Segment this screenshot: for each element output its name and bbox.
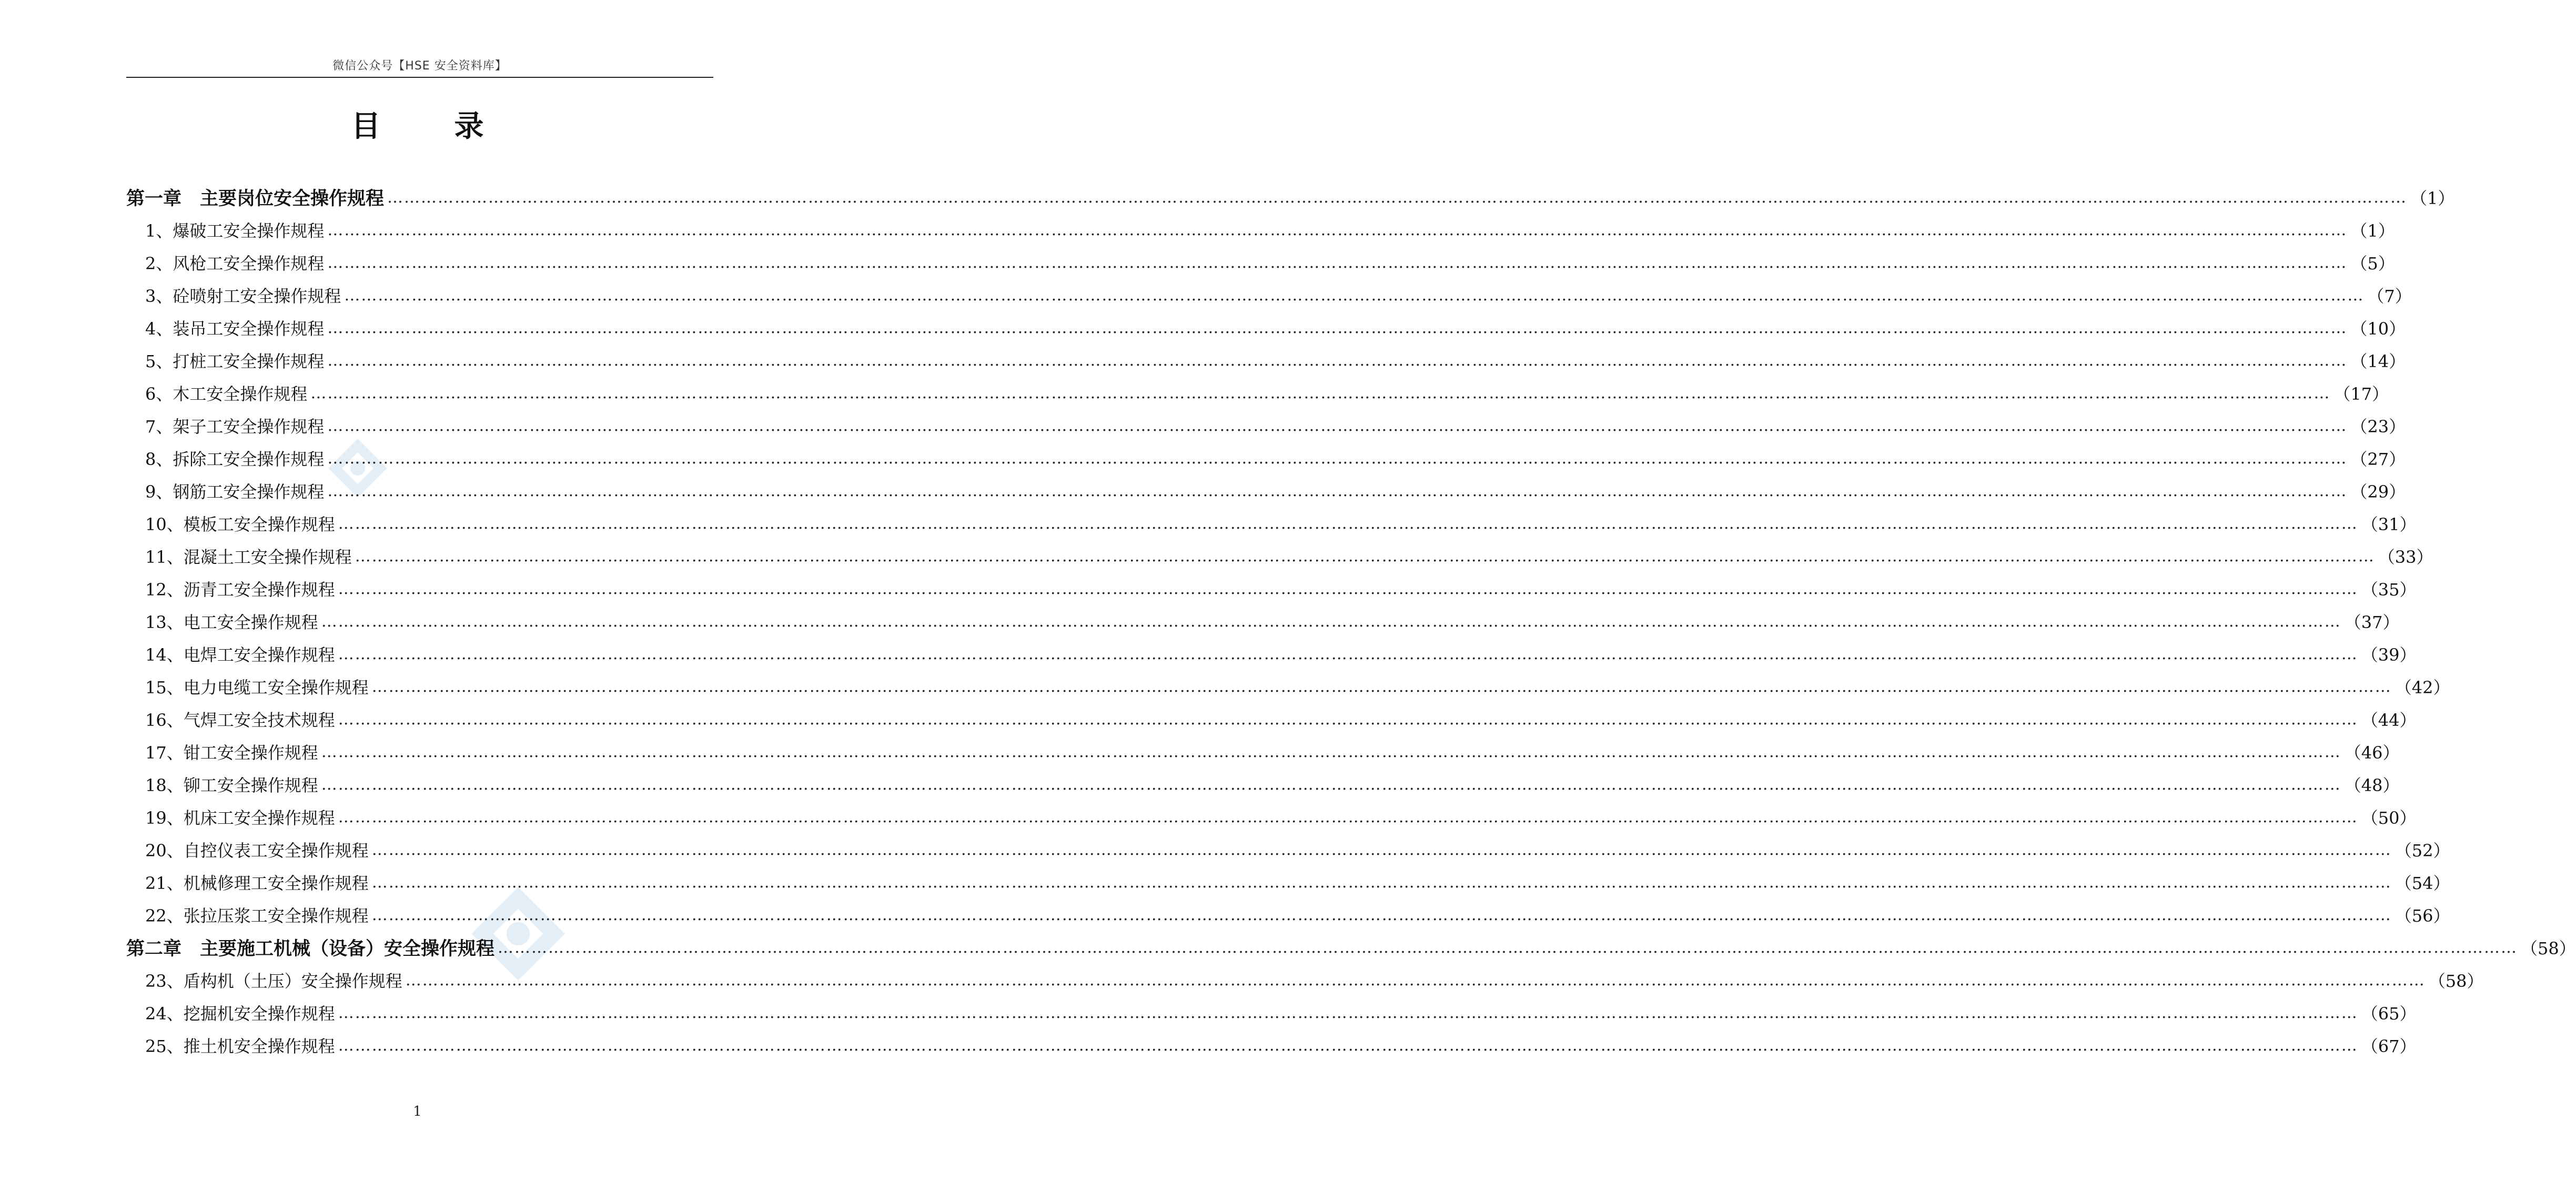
toc-page-number: （42） (2395, 678, 2450, 698)
toc-page-number: （65） (2361, 1004, 2417, 1024)
toc-entry[interactable] (126, 442, 2406, 475)
toc-dot-leader: ……………………………………………………………………………………………………………………………………………………………………………………………………………………………………………………………………………………………………………………………… (327, 318, 2348, 337)
toc-entry-title: 14、电焊工安全操作规程 (145, 645, 335, 665)
toc-entry-title: 23、盾构机（土压）安全操作规程 (145, 971, 402, 991)
toc-entry-title: 25、推土机安全操作规程 (145, 1036, 335, 1056)
toc-page-number: （1） (2350, 221, 2395, 241)
toc-dot-leader: ……………………………………………………………………………………………………………………………………………………………………………………………………………………………………………………………………………………………………………………………… (338, 1036, 2358, 1055)
toc-entry[interactable] (126, 572, 2417, 605)
toc-entry-title: 13、电工安全操作规程 (145, 612, 318, 632)
toc-entry[interactable] (126, 703, 2417, 735)
toc-page-number: （56） (2395, 906, 2450, 926)
toc-entry-title: 15、电力电缆工安全操作规程 (145, 678, 369, 698)
toc-entry[interactable] (126, 866, 2450, 899)
toc-entry-title: 10、模板工安全操作规程 (145, 514, 335, 534)
toc-entry-title: 第一章 主要岗位安全操作规程 (126, 188, 385, 209)
toc-page-number: （1） (2410, 188, 2455, 208)
toc-dot-leader: ……………………………………………………………………………………………………………………………………………………………………………………………………………………………………………………………………………………………………………………………… (344, 286, 2365, 305)
toc-entry[interactable] (126, 214, 2395, 246)
toc-entry-title: 8、拆除工安全操作规程 (145, 449, 325, 469)
toc-dot-leader: ……………………………………………………………………………………………………………………………………………………………………………………………………………………………………………………………………………………………………………………………… (321, 612, 2341, 631)
toc-entry[interactable] (126, 996, 2417, 1029)
toc-dot-leader: ……………………………………………………………………………………………………………………………………………………………………………………………………………………………………………………………………………………………………………………………… (371, 905, 2392, 924)
toc-entry[interactable] (126, 670, 2450, 703)
toc-page-number: （5） (2350, 254, 2395, 274)
toc-page-number: （7） (2367, 286, 2412, 306)
toc-entry-title: 22、张拉压浆工安全操作规程 (145, 906, 369, 926)
toc-entry-title: 21、机械修理工安全操作规程 (145, 873, 369, 893)
toc-entry[interactable] (126, 507, 2417, 540)
toc-page-number: （58） (2521, 938, 2576, 958)
toc-entry[interactable] (126, 638, 2417, 670)
toc-entry-title: 17、钳工安全操作规程 (145, 743, 318, 763)
toc-entry[interactable] (126, 377, 2389, 409)
toc-entry-title: 2、风枪工安全操作规程 (145, 254, 325, 274)
toc-dot-leader: ……………………………………………………………………………………………………………………………………………………………………………………………………………………………………………………………………………………………………………………………… (327, 253, 2348, 272)
toc-entry-title: 4、装吊工安全操作规程 (145, 319, 325, 339)
page-number: 1 (413, 1104, 422, 1119)
toc-entry[interactable] (126, 1029, 2417, 1062)
toc-page-number: （52） (2395, 841, 2450, 861)
toc-entry[interactable] (126, 475, 2406, 507)
toc-entry[interactable] (126, 409, 2406, 442)
toc-entry-title: 11、混凝土工安全操作规程 (145, 547, 352, 567)
toc-entry-title: 6、木工安全操作规程 (145, 384, 308, 404)
toc-entry-title: 9、钢筋工安全操作规程 (145, 482, 325, 502)
toc-entry-title: 16、气焊工安全技术规程 (145, 710, 335, 730)
toc-page-number: （58） (2428, 971, 2484, 991)
toc-page-number: （14） (2350, 351, 2406, 371)
toc-page-number: （54） (2395, 873, 2450, 893)
toc-dot-leader: ……………………………………………………………………………………………………………………………………………………………………………………………………………………………………………………………………………………………………………………………… (498, 938, 2518, 957)
toc-entry-title: 18、铆工安全操作规程 (145, 775, 318, 795)
toc-page-number: （48） (2344, 775, 2400, 795)
toc-dot-leader: ……………………………………………………………………………………………………………………………………………………………………………………………………………………………………………………………………………………………………………………………… (321, 742, 2341, 761)
toc-dot-leader: ……………………………………………………………………………………………………………………………………………………………………………………………………………………………………………………………………………………………………………………………… (338, 579, 2358, 598)
toc-entry-title: 5、打桩工安全操作规程 (145, 351, 325, 371)
toc-page-number: （44） (2361, 710, 2417, 730)
toc-dot-leader: ……………………………………………………………………………………………………………………………………………………………………………………………………………………………………………………………………………………………………………………………… (327, 481, 2348, 500)
toc-entry[interactable] (126, 768, 2400, 801)
toc-page-number: （29） (2350, 482, 2406, 502)
toc-dot-leader: ……………………………………………………………………………………………………………………………………………………………………………………………………………………………………………………………………………………………………………………………… (338, 644, 2358, 663)
toc-page-number: （10） (2350, 319, 2406, 339)
page-header: 微信公众号【HSE 安全资料库】 (332, 59, 507, 73)
toc-entry-title: 19、机床工安全操作规程 (145, 808, 335, 828)
page-title: 目录 (351, 109, 558, 144)
toc-dot-leader: ……………………………………………………………………………………………………………………………………………………………………………………………………………………………………………………………………………………………………………………………… (338, 514, 2358, 533)
toc-page-number: （37） (2344, 612, 2400, 632)
toc-page-number: （35） (2361, 580, 2417, 600)
toc-dot-leader: ……………………………………………………………………………………………………………………………………………………………………………………………………………………………………………………………………………………………………………………………… (338, 1003, 2358, 1022)
toc-entry-title: 第二章 主要施工机械（设备）安全操作规程 (126, 938, 495, 960)
toc-dot-leader: ……………………………………………………………………………………………………………………………………………………………………………………………………………………………………………………………………………………………………………………………… (327, 351, 2348, 370)
toc-entry[interactable] (126, 801, 2417, 833)
toc-dot-leader: ……………………………………………………………………………………………………………………………………………………………………………………………………………………………………………………………………………………………………………………………… (338, 807, 2358, 826)
toc-dot-leader: ……………………………………………………………………………………………………………………………………………………………………………………………………………………………………………………………………………………………………………………………… (327, 220, 2348, 239)
toc-page-number: （46） (2344, 743, 2400, 763)
toc-dot-leader: ……………………………………………………………………………………………………………………………………………………………………………………………………………………………………………………………………………………………………………………………… (310, 383, 2331, 402)
toc-dot-leader: ……………………………………………………………………………………………………………………………………………………………………………………………………………………………………………………………………………………………………………………………… (321, 775, 2341, 794)
toc-entry[interactable] (126, 964, 2484, 996)
toc-entry-title: 1、爆破工安全操作规程 (145, 221, 325, 241)
toc-dot-leader: ……………………………………………………………………………………………………………………………………………………………………………………………………………………………………………………………………………………………………………………………… (327, 416, 2348, 435)
toc-dot-leader: ……………………………………………………………………………………………………………………………………………………………………………………………………………………………………………………………………………………………………………………………… (355, 547, 2375, 566)
toc-entry[interactable] (126, 246, 2395, 279)
toc-entry-title: 12、沥青工安全操作规程 (145, 580, 335, 600)
toc-page-number: （50） (2361, 808, 2417, 828)
toc-entry-title: 7、架子工安全操作规程 (145, 417, 325, 437)
toc-entry[interactable] (126, 833, 2450, 866)
toc-dot-leader: ……………………………………………………………………………………………………………………………………………………………………………………………………………………………………………………………………………………………………………………………… (338, 710, 2358, 729)
toc-page-number: （33） (2378, 547, 2433, 567)
toc-dot-leader: ……………………………………………………………………………………………………………………………………………………………………………………………………………………………………………………………………………………………………………………………… (371, 873, 2392, 892)
toc-chapter-entry[interactable] (126, 931, 2576, 964)
toc-entry-title: 24、挖掘机安全操作规程 (145, 1004, 335, 1024)
toc-page-number: （67） (2361, 1036, 2417, 1056)
toc-dot-leader: ……………………………………………………………………………………………………………………………………………………………………………………………………………………………………………………………………………………………………………………………… (327, 449, 2348, 468)
toc-entry[interactable] (126, 279, 2412, 311)
toc-dot-leader: ……………………………………………………………………………………………………………………………………………………………………………………………………………………………………………………………………………………………………………………………… (371, 677, 2392, 696)
toc-entry[interactable] (126, 540, 2433, 572)
toc-page-number: （17） (2333, 384, 2389, 404)
toc-dot-leader: ……………………………………………………………………………………………………………………………………………………………………………………………………………………………………………………………………………………………………………………………… (387, 188, 2408, 207)
toc-chapter-entry[interactable] (126, 181, 2455, 214)
toc-entry[interactable] (126, 735, 2400, 768)
table-of-contents (126, 181, 2576, 1062)
toc-entry[interactable] (126, 311, 2406, 344)
toc-entry-title: 3、砼喷射工安全操作规程 (145, 286, 341, 306)
header-divider (126, 77, 713, 78)
toc-dot-leader: ……………………………………………………………………………………………………………………………………………………………………………………………………………………………………………………………………………………………………………………………… (405, 971, 2426, 990)
toc-page-number: （23） (2350, 417, 2406, 437)
toc-dot-leader: ……………………………………………………………………………………………………………………………………………………………………………………………………………………………………………………………………………………………………………………………… (371, 840, 2392, 859)
toc-entry[interactable] (126, 344, 2406, 377)
toc-page-number: （27） (2350, 449, 2406, 469)
toc-entry-title: 20、自控仪表工安全操作规程 (145, 841, 369, 861)
toc-page-number: （39） (2361, 645, 2417, 665)
toc-entry[interactable] (126, 605, 2400, 638)
toc-page-number: （31） (2361, 514, 2417, 534)
toc-entry[interactable] (126, 899, 2450, 931)
